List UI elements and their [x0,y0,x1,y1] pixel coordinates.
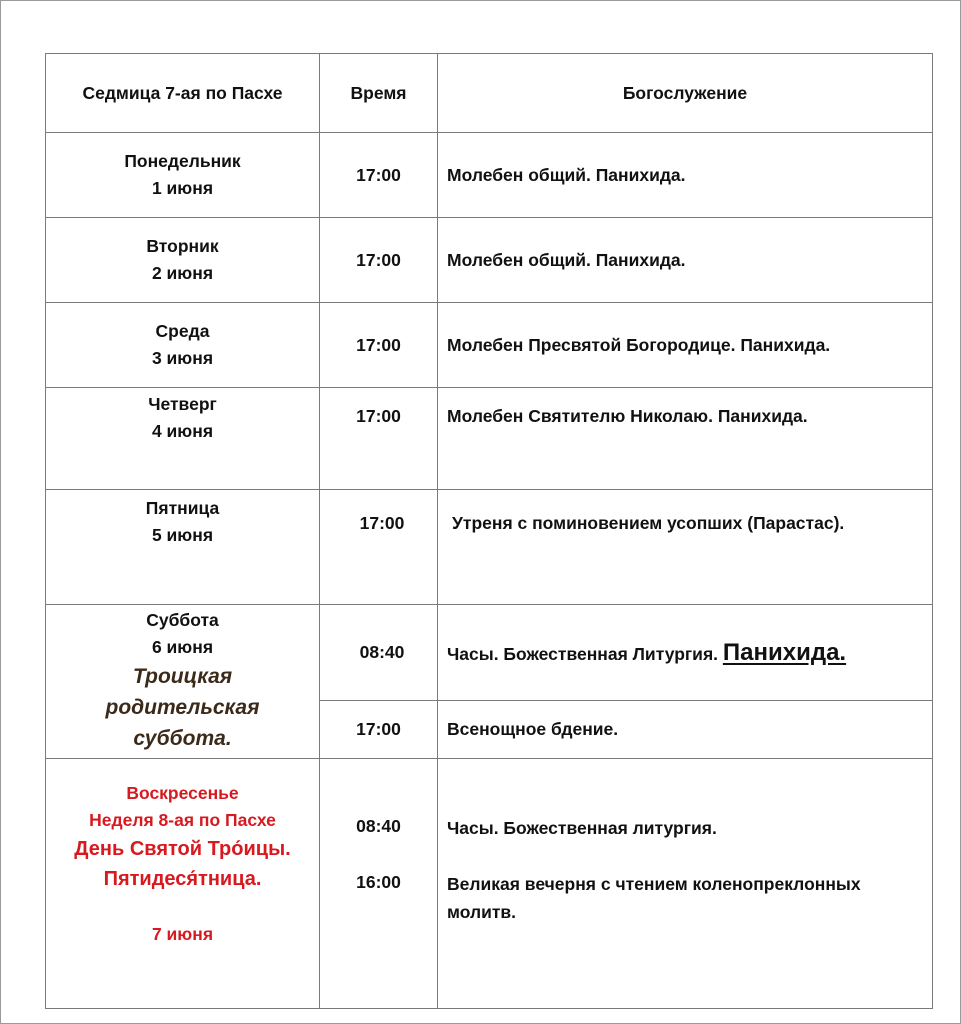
day-name: Среда [155,321,210,341]
table-row [46,133,933,218]
day-cell [46,303,320,388]
day-name: Воскресенье [126,782,239,803]
time-cell: 17:00 [320,303,438,388]
sunday-services [438,760,932,1007]
table-row-saturday [46,605,933,701]
day-cell-saturday [46,605,320,759]
service-emphasis: Панихида. [722,638,847,666]
day-cell [46,490,320,605]
time-value: 08:40 [356,816,401,836]
service-cell [438,605,933,701]
saturday-note-line3: суббота. [133,727,232,750]
time-cell: 17:00 [320,218,438,303]
table-row [46,303,933,388]
service-cell: Молебен Святителю Николаю. Панихида. [438,388,933,490]
service-text: Великая вечерня с чтением коленопреклонных молитв. [447,874,861,922]
table-row [46,490,933,605]
time-cell [320,759,438,1009]
day-name: Вторник [146,236,219,256]
time-cell: 17:00 [320,701,438,759]
sunday-times [320,760,437,1007]
table-row [46,218,933,303]
service-cell: Утреня с поминовением усопших (Парастас). [438,490,933,605]
day-date: 1 июня [151,178,214,198]
day-cell-sunday [46,759,320,1009]
day-date: 4 июня [151,421,214,441]
time-value: 16:00 [356,872,401,892]
day-date: 2 июня [151,263,214,283]
saturday-note-line2: родительская [105,696,260,719]
sunday-week: Неделя 8-ая по Пасхе [89,809,276,830]
time-cell: 17:00 [320,133,438,218]
time-cell: 17:00 [320,388,438,490]
header-time: Время [320,54,438,133]
day-name: Четверг [148,394,217,414]
table-header-row [46,54,933,133]
day-date: 6 июня [151,637,214,657]
feast-title-line1: День Святой Тро́ицы. [74,837,291,860]
day-name: Понедельник [124,151,241,171]
time-cell: 08:40 [320,605,438,701]
sunday-day-block [47,780,318,988]
saturday-note-line1: Троицкая [132,665,233,688]
service-cell: Молебен общий. Панихида. [438,218,933,303]
schedule-table [45,53,933,1009]
day-cell [46,388,320,490]
header-week: Седмица 7-ая по Пасхе [46,54,320,133]
day-name: Пятница [145,498,220,518]
day-date: 3 июня [151,348,214,368]
service-cell: Всенощное бдение. [438,701,933,759]
service-text: Часы. Божественная литургия. [447,818,717,838]
table-row [46,388,933,490]
service-cell [438,759,933,1009]
day-date: 7 июня [151,923,214,944]
service-text: Часы. Божественная Литургия. [447,643,719,664]
time-cell: 17:00 [320,490,438,605]
spacer [47,894,318,921]
day-name: Суббота [146,610,219,630]
service-cell: Молебен Пресвятой Богородице. Панихида. [438,303,933,388]
header-service: Богослужение [438,54,933,133]
day-cell [46,133,320,218]
day-date: 5 июня [151,525,214,545]
feast-title-line2: Пятидеся́тница. [103,867,262,890]
service-cell: Молебен общий. Панихида. [438,133,933,218]
day-cell [46,218,320,303]
table-row-sunday [46,759,933,1009]
